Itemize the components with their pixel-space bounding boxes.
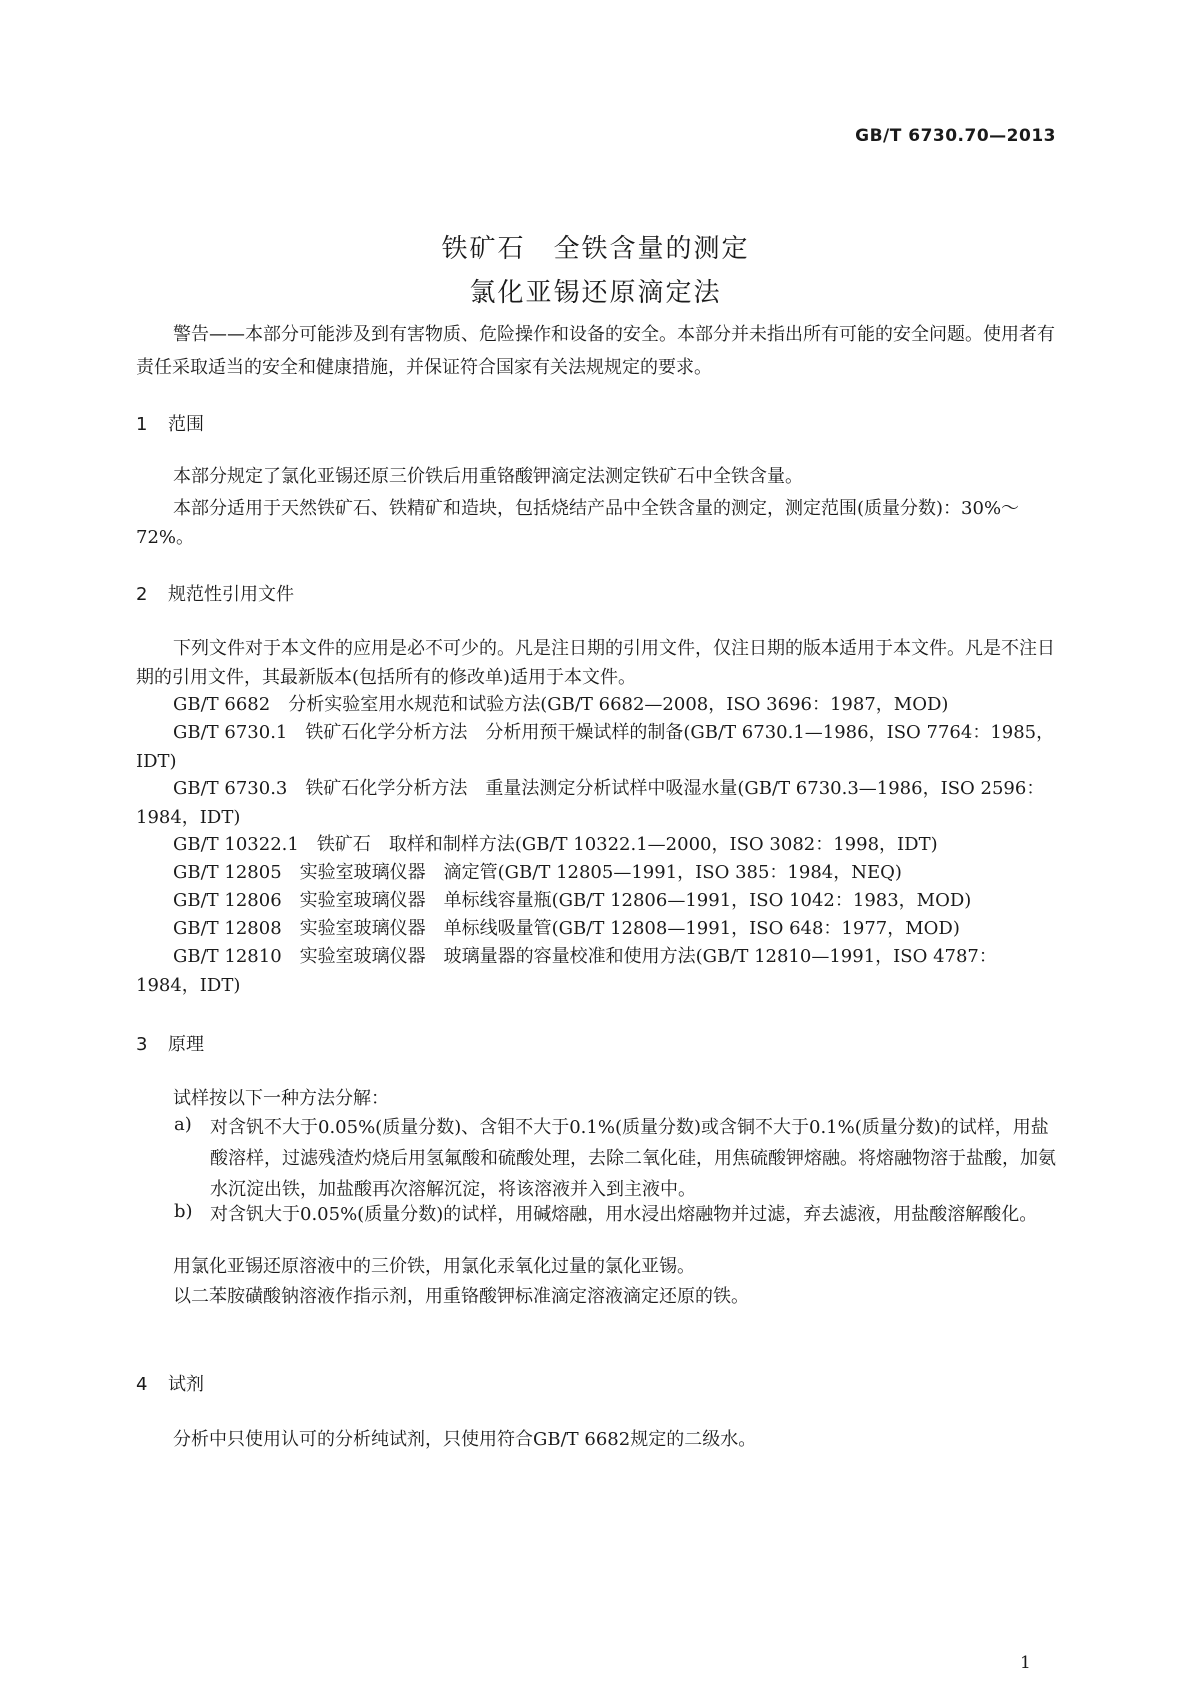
section-2-heading (136, 580, 294, 606)
reference-item: GB/T 12810 实验室玻璃仪器 玻璃量器的容量校准和使用方法(GB/T 12810—1991，ISO 4787：1984，IDT) (136, 946, 997, 996)
section-number: 3 (136, 1034, 148, 1055)
section-3-heading (136, 1030, 204, 1056)
reference-item: GB/T 12805 实验室玻璃仪器 滴定管(GB/T 12805—1991，ISO 385：1984，NEQ) (173, 862, 902, 883)
section-2-intro: 下列文件对于本文件的应用是必不可少的。凡是注日期的引用文件，仅注日期的版本适用于本文件。凡是不注日期的引用文件，其最新版本(包括所有的修改单)适用于本文件。 (136, 638, 1055, 688)
list-marker: b) (174, 1201, 193, 1222)
section-title: 原理 (168, 1034, 204, 1055)
document-title-line2: 氯化亚锡还原滴定法 (469, 278, 722, 308)
section-3-intro: 试样按以下一种方法分解： (173, 1088, 389, 1109)
list-item-text: 对含钒不大于0.05%(质量分数)、含钼不大于0.1%(质量分数)或含铜不大于0.1%(质量分数)的试样，用盐酸溶样，过滤残渣灼烧后用氢氟酸和硫酸处理，去除二氧化硅，用焦硫酸钾熔融。将熔融物溶于盐酸，加氨水沉淀出铁，加盐酸再次溶解沉淀，将该溶液并入到主液中。 (210, 1117, 1056, 1200)
reference-item: GB/T 10322.1 铁矿石 取样和制样方法(GB/T 10322.1—2000，ISO 3082：1998，IDT) (173, 834, 938, 855)
list-item-text: 对含钒大于0.05%(质量分数)的试样，用碱熔融，用水浸出熔融物并过滤，弃去滤液，用盐酸溶解酸化。 (210, 1204, 1038, 1225)
reference-item: GB/T 6682 分析实验室用水规范和试验方法(GB/T 6682—2008，ISO 3696：1987，MOD) (173, 694, 949, 715)
section-title: 范围 (168, 414, 204, 435)
section-4-heading (136, 1370, 204, 1396)
section-number: 2 (136, 584, 148, 605)
reference-item: GB/T 12806 实验室玻璃仪器 单标线容量瓶(GB/T 12806—1991，ISO 1042：1983，MOD) (173, 890, 972, 911)
section-1-heading (136, 410, 204, 436)
section-1-paragraph-2: 本部分适用于天然铁矿石、铁精矿和造块，包括烧结产品中全铁含量的测定，测定范围(质量分数)：30%～72%。 (136, 498, 1020, 548)
reference-item: GB/T 6730.1 铁矿石化学分析方法 分析用预干燥试样的制备(GB/T 6730.1—1986，ISO 7764：1985，IDT) (136, 722, 1055, 772)
section-3-paragraph-1: 用氯化亚锡还原溶液中的三价铁，用氯化汞氧化过量的氯化亚锡。 (173, 1256, 695, 1277)
reference-item: GB/T 6730.3 铁矿石化学分析方法 重量法测定分析试样中吸湿水量(GB/T 6730.3—1986，ISO 2596：1984，IDT) (136, 778, 1045, 828)
section-title: 试剂 (168, 1374, 204, 1395)
list-marker: a) (174, 1114, 192, 1135)
section-title: 规范性引用文件 (168, 584, 294, 605)
page-number: 1 (1020, 1653, 1031, 1673)
section-number: 4 (136, 1374, 148, 1395)
warning-paragraph: 警告——本部分可能涉及到有害物质、危险操作和设备的安全。本部分并未指出所有可能的安全问题。使用者有责任采取适当的安全和健康措施，并保证符合国家有关法规规定的要求。 (136, 324, 1055, 378)
reference-item: GB/T 12808 实验室玻璃仪器 单标线吸量管(GB/T 12808—1991，ISO 648：1977，MOD) (173, 918, 960, 939)
document-title-line1: 铁矿石 全铁含量的测定 (441, 234, 750, 264)
section-3-paragraph-2: 以二苯胺磺酸钠溶液作指示剂，用重铬酸钾标准滴定溶液滴定还原的铁。 (173, 1286, 749, 1307)
section-number: 1 (136, 414, 148, 435)
section-4-paragraph-1: 分析中只使用认可的分析纯试剂，只使用符合GB/T 6682规定的二级水。 (173, 1429, 757, 1450)
section-1-paragraph-1: 本部分规定了氯化亚锡还原三价铁后用重铬酸钾滴定法测定铁矿石中全铁含量。 (173, 466, 803, 487)
standard-number: GB/T 6730.70—2013 (855, 126, 1056, 146)
